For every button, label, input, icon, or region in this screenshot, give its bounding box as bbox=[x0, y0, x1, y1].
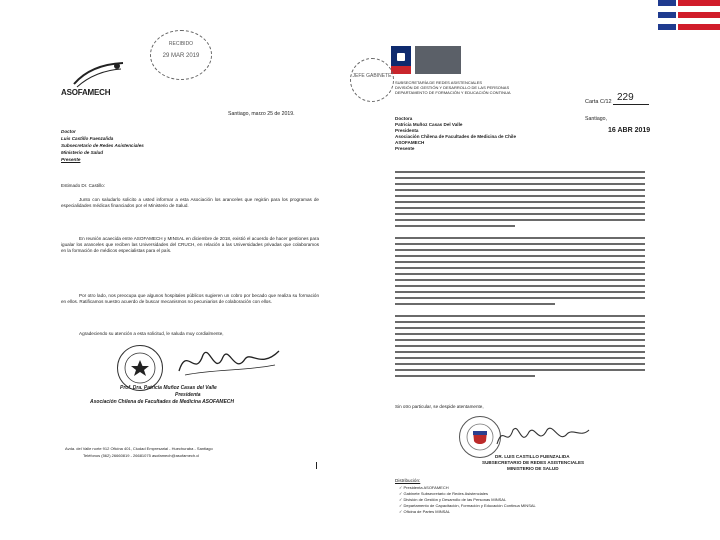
right-letter bbox=[352, 38, 653, 538]
header-line: DEPARTAMENTO DE FORMACIÓN Y EDUCACIÓN CONTINUA bbox=[395, 90, 511, 95]
asofamech-logo-text: ASOFAMECH bbox=[61, 88, 111, 97]
paragraph: Junto con saludarlo solicito a usted informar a esta Asociación los aranceles que regirán para los programas de especialidades médicas financiados por el Ministerio de Salud. bbox=[61, 197, 319, 209]
letterhead-image bbox=[415, 46, 461, 74]
recipient-line: Ministerio de Salud bbox=[61, 150, 104, 155]
signature-right bbox=[493, 418, 593, 454]
distribution-item: ✓ Departamento de Capacitación, Formación y Educación Continua MINSAL bbox=[399, 503, 536, 508]
header-line: SUBSECRETARÍA DE REDES ASISTENCIALES bbox=[395, 80, 483, 85]
recipient-line: Presente bbox=[61, 157, 81, 162]
footer-contact: Teléfonos (562) 26660819 - 26681075 asofamech@asofamech.cl bbox=[83, 453, 200, 458]
recipient-line: Asociación Chilena de Facultades de Medicina de Chile bbox=[395, 134, 517, 139]
letter-city: Santiago, bbox=[585, 116, 607, 122]
carta-underline bbox=[613, 104, 649, 105]
signer-ministry: MINISTERIO DE SALUD bbox=[507, 466, 559, 471]
flag-stripe-3 bbox=[658, 24, 720, 48]
recipient-line: Patricia Muñoz Casas Del Valle bbox=[395, 122, 463, 127]
signer-title: Presidenta bbox=[175, 392, 201, 398]
letter-date: Santiago, marzo 25 de 2019. bbox=[228, 111, 295, 117]
signer-name: Prof. Dra. Patricia Muñoz Casas del Valle bbox=[120, 385, 217, 391]
paragraph: En reunión acaecida entre ASOFAMECH y MINSAL en diciembre de 2018, existió el acuerdo de hacer gestiones para igualar los aranceles que reciben las Universidades del CRUCH, en relación a las Universidades privadas que colaboramos en la formación de médicos especialistas para el país. bbox=[61, 236, 319, 254]
carta-number: 229 bbox=[617, 92, 634, 103]
recipient-line: Subsecretario de Redes Asistenciales bbox=[61, 143, 144, 148]
signature-left bbox=[175, 341, 285, 383]
closing-line: Sin otro particular, se despide atentamente, bbox=[395, 404, 484, 409]
distribution-item: ✓ División de Gestión y Desarrollo de las Personas MINSAL bbox=[399, 497, 507, 502]
letter-date: 16 ABR 2019 bbox=[608, 127, 651, 134]
recipient-line: Doctor bbox=[61, 129, 76, 134]
signer-org: Asociación Chilena de Facultades de Medicina ASOFAMECH bbox=[90, 399, 235, 405]
distribution-item: ✓ Gabinete Subsecretario de Redes Asistenciales bbox=[399, 491, 488, 496]
distribution-item: ✓ Presidenta ASOFAMECH bbox=[399, 485, 449, 490]
page-marker bbox=[316, 462, 317, 469]
header-line: DIVISIÓN DE GESTIÓN Y DESARROLLO DE LAS PERSONAS bbox=[395, 85, 510, 90]
salutation: Estimado Dr. Castillo: bbox=[61, 183, 105, 188]
distribution-title: Distribución: bbox=[395, 478, 421, 483]
signer-title: SUBSECRETARIO DE REDES ASISTENCIALES bbox=[482, 460, 585, 465]
recipient-line: Doctora bbox=[395, 116, 413, 121]
signer-name: DR. LUIS CASTILLO FUENZALIDA bbox=[495, 454, 570, 459]
paragraph: Agradeciendo su atención a esta solicitud, le saluda muy cordialmente, bbox=[79, 331, 224, 336]
carta-label: Carta C/12 bbox=[585, 99, 612, 105]
body-text-block bbox=[395, 170, 645, 410]
recipient-line: Luis Castillo Fuenzalida bbox=[61, 136, 114, 141]
asofamech-emblem-icon bbox=[71, 60, 126, 88]
recipient-line: Presente bbox=[395, 146, 415, 151]
recipient-line: ASOFAMECH bbox=[395, 140, 425, 145]
received-stamp: RECIBIDO 29 MAR 2019 bbox=[150, 30, 212, 80]
ministry-logo bbox=[391, 46, 411, 74]
asofamech-logo bbox=[61, 58, 131, 98]
recipient-line: Presidenta bbox=[395, 128, 419, 133]
distribution-item: ✓ Oficina de Partes MINSAL bbox=[399, 509, 451, 514]
left-letter bbox=[55, 25, 330, 525]
office-stamp: JEFE GABINETE bbox=[350, 58, 394, 102]
star-icon bbox=[118, 346, 162, 390]
paragraph: Por otro lado, nos preocupa que algunos hospitales públicos sugieren un cobro por becado que realiza su formación en ellos. Ratificamos nuestro acuerdo de buscar mecanismos no pecuniarios de colaboración con ellos. bbox=[61, 293, 319, 305]
footer-address: Avda. del Valle norte 912 Oficina 401, Ciudad Empresarial - Huechuraba - Santiago bbox=[65, 446, 213, 451]
